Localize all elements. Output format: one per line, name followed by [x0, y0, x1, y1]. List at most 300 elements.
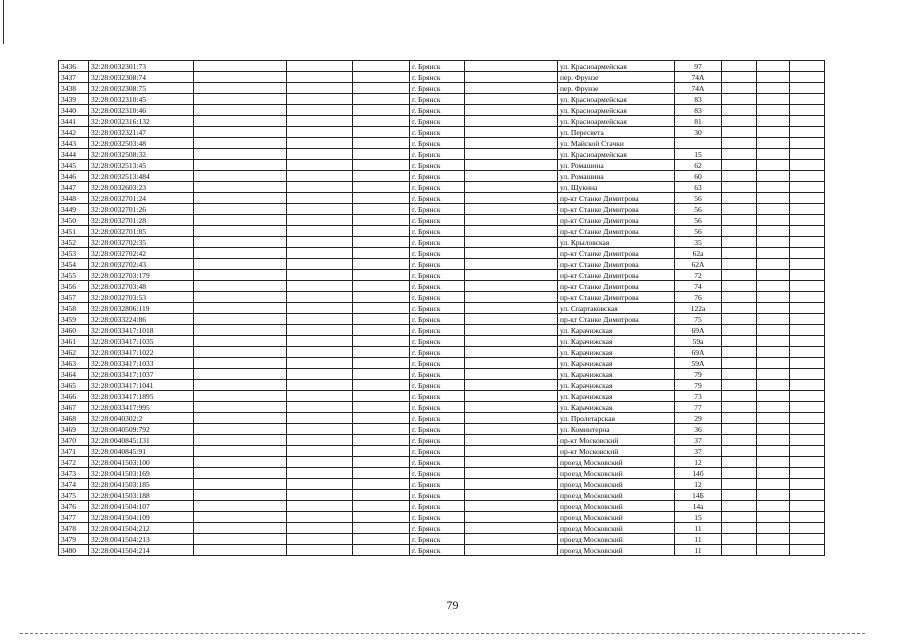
street-cell: пр-кт Московский [558, 435, 675, 446]
empty-cell [790, 182, 825, 193]
house-number-cell: 81 [675, 116, 722, 127]
table-row [59, 501, 825, 512]
street-cell: проезд Московский [558, 490, 675, 501]
row-number-cell: 3476 [59, 501, 89, 512]
table-row [59, 61, 825, 72]
row-number-cell: 3456 [59, 281, 89, 292]
empty-cell [790, 391, 825, 402]
empty-cell [194, 490, 287, 501]
empty-cell [790, 160, 825, 171]
house-number-cell: 12 [675, 479, 722, 490]
empty-cell [722, 204, 757, 215]
empty-cell [465, 215, 558, 226]
empty-cell [465, 72, 558, 83]
empty-cell [757, 160, 790, 171]
empty-cell [722, 259, 757, 270]
empty-cell [722, 424, 757, 435]
row-number-cell: 3479 [59, 534, 89, 545]
empty-cell [194, 413, 287, 424]
empty-cell [722, 61, 757, 72]
empty-cell [287, 149, 353, 160]
street-cell: проезд Московский [558, 468, 675, 479]
empty-cell [465, 171, 558, 182]
empty-cell [353, 457, 410, 468]
empty-cell [790, 424, 825, 435]
table-row [59, 72, 825, 83]
house-number-cell: 14б [675, 468, 722, 479]
cadastral-number-cell: 32:28:0040302:2 [89, 413, 194, 424]
empty-cell [757, 347, 790, 358]
empty-cell [194, 237, 287, 248]
empty-cell [757, 424, 790, 435]
empty-cell [722, 171, 757, 182]
empty-cell [465, 292, 558, 303]
cadastral-number-cell: 32:28:0032703:53 [89, 292, 194, 303]
street-cell: ул. Карачижская [558, 325, 675, 336]
empty-cell [287, 479, 353, 490]
city-cell: г. Брянск [410, 248, 465, 259]
table-row [59, 116, 825, 127]
empty-cell [194, 358, 287, 369]
empty-cell [757, 105, 790, 116]
empty-cell [287, 490, 353, 501]
cadastral-number-cell: 32:28:0033417:1018 [89, 325, 194, 336]
table-row [59, 138, 825, 149]
empty-cell [757, 468, 790, 479]
empty-cell [722, 193, 757, 204]
street-cell: ул. Карачижская [558, 380, 675, 391]
row-number-cell: 3473 [59, 468, 89, 479]
empty-cell [287, 182, 353, 193]
row-number-cell: 3452 [59, 237, 89, 248]
empty-cell [194, 347, 287, 358]
cadastral-number-cell: 32:28:0041504:214 [89, 545, 194, 556]
empty-cell [194, 479, 287, 490]
empty-cell [757, 369, 790, 380]
cadastral-number-cell: 32:28:0032310:45 [89, 94, 194, 105]
empty-cell [353, 325, 410, 336]
cadastral-number-cell: 32:28:0032701:28 [89, 215, 194, 226]
empty-cell [790, 358, 825, 369]
row-number-cell: 3447 [59, 182, 89, 193]
registry-table [58, 60, 825, 556]
cadastral-number-cell: 32:28:0033417:1895 [89, 391, 194, 402]
empty-cell [790, 193, 825, 204]
table-row [59, 226, 825, 237]
table-row [59, 105, 825, 116]
empty-cell [353, 380, 410, 391]
empty-cell [757, 490, 790, 501]
empty-cell [353, 149, 410, 160]
empty-cell [757, 138, 790, 149]
empty-cell [194, 72, 287, 83]
empty-cell [757, 435, 790, 446]
house-number-cell: 83 [675, 94, 722, 105]
empty-cell [287, 83, 353, 94]
table-row [59, 479, 825, 490]
row-number-cell: 3440 [59, 105, 89, 116]
table-row [59, 248, 825, 259]
empty-cell [722, 94, 757, 105]
table-row [59, 435, 825, 446]
street-cell: проезд Московский [558, 523, 675, 534]
city-cell: г. Брянск [410, 303, 465, 314]
empty-cell [194, 435, 287, 446]
empty-cell [194, 248, 287, 259]
registry-table-body [59, 61, 825, 556]
cadastral-number-cell: 32:28:0033417:995 [89, 402, 194, 413]
empty-cell [722, 83, 757, 94]
empty-cell [757, 215, 790, 226]
empty-cell [757, 127, 790, 138]
house-number-cell: 75 [675, 314, 722, 325]
empty-cell [194, 336, 287, 347]
empty-cell [790, 468, 825, 479]
street-cell: ул. Красноармейская [558, 61, 675, 72]
empty-cell [194, 314, 287, 325]
empty-cell [194, 215, 287, 226]
empty-cell [353, 446, 410, 457]
cadastral-number-cell: 32:28:0033417:1033 [89, 358, 194, 369]
cadastral-number-cell: 32:28:0032703:179 [89, 270, 194, 281]
empty-cell [465, 116, 558, 127]
empty-cell [194, 204, 287, 215]
empty-cell [353, 358, 410, 369]
cadastral-number-cell: 32:28:0032301:73 [89, 61, 194, 72]
row-number-cell: 3465 [59, 380, 89, 391]
table-row [59, 160, 825, 171]
empty-cell [790, 215, 825, 226]
street-cell: пр-кт Станке Димитрова [558, 270, 675, 281]
street-cell: проезд Московский [558, 512, 675, 523]
empty-cell [194, 391, 287, 402]
street-cell: ул. Красноармейская [558, 116, 675, 127]
empty-cell [465, 270, 558, 281]
empty-cell [287, 402, 353, 413]
house-number-cell: 36 [675, 424, 722, 435]
house-number-cell: 14Б [675, 490, 722, 501]
empty-cell [194, 292, 287, 303]
table-row [59, 171, 825, 182]
house-number-cell: 76 [675, 292, 722, 303]
street-cell: ул. Пролетарская [558, 413, 675, 424]
cadastral-number-cell: 32:28:0041503:169 [89, 468, 194, 479]
empty-cell [194, 380, 287, 391]
table-row [59, 237, 825, 248]
street-cell: ул. Ромашина [558, 160, 675, 171]
empty-cell [757, 358, 790, 369]
empty-cell [287, 501, 353, 512]
empty-cell [353, 281, 410, 292]
street-cell: ул. Спартаковская [558, 303, 675, 314]
empty-cell [465, 358, 558, 369]
row-number-cell: 3439 [59, 94, 89, 105]
empty-cell [722, 512, 757, 523]
empty-cell [353, 116, 410, 127]
cadastral-number-cell: 32:28:0041503:100 [89, 457, 194, 468]
city-cell: г. Брянск [410, 83, 465, 94]
empty-cell [194, 83, 287, 94]
empty-cell [465, 479, 558, 490]
row-number-cell: 3443 [59, 138, 89, 149]
empty-cell [465, 523, 558, 534]
empty-cell [287, 237, 353, 248]
scan-artifact-line [20, 633, 865, 634]
city-cell: г. Брянск [410, 314, 465, 325]
empty-cell [353, 523, 410, 534]
cadastral-number-cell: 32:28:0041504:213 [89, 534, 194, 545]
empty-cell [757, 237, 790, 248]
house-number-cell: 79 [675, 380, 722, 391]
empty-cell [722, 226, 757, 237]
row-number-cell: 3454 [59, 259, 89, 270]
empty-cell [465, 83, 558, 94]
empty-cell [465, 303, 558, 314]
empty-cell [790, 292, 825, 303]
empty-cell [194, 457, 287, 468]
empty-cell [287, 204, 353, 215]
street-cell: ул. Карачижская [558, 402, 675, 413]
empty-cell [757, 182, 790, 193]
empty-cell [194, 270, 287, 281]
empty-cell [287, 193, 353, 204]
row-number-cell: 3451 [59, 226, 89, 237]
empty-cell [790, 523, 825, 534]
empty-cell [757, 380, 790, 391]
empty-cell [722, 116, 757, 127]
empty-cell [353, 259, 410, 270]
empty-cell [722, 369, 757, 380]
empty-cell [722, 248, 757, 259]
street-cell: ул. Карачижская [558, 391, 675, 402]
empty-cell [465, 61, 558, 72]
street-cell: ул. Карачижская [558, 369, 675, 380]
empty-cell [790, 347, 825, 358]
empty-cell [465, 413, 558, 424]
empty-cell [465, 380, 558, 391]
row-number-cell: 3445 [59, 160, 89, 171]
empty-cell [790, 402, 825, 413]
city-cell: г. Брянск [410, 468, 465, 479]
empty-cell [287, 72, 353, 83]
empty-cell [722, 490, 757, 501]
empty-cell [287, 281, 353, 292]
empty-cell [465, 424, 558, 435]
empty-cell [194, 303, 287, 314]
empty-cell [757, 402, 790, 413]
row-number-cell: 3460 [59, 325, 89, 336]
row-number-cell: 3474 [59, 479, 89, 490]
empty-cell [757, 61, 790, 72]
city-cell: г. Брянск [410, 292, 465, 303]
empty-cell [722, 402, 757, 413]
cadastral-number-cell: 32:28:0033417:1035 [89, 336, 194, 347]
empty-cell [287, 116, 353, 127]
row-number-cell: 3446 [59, 171, 89, 182]
empty-cell [722, 292, 757, 303]
city-cell: г. Брянск [410, 105, 465, 116]
street-cell: ул. Щукина [558, 182, 675, 193]
cadastral-number-cell: 32:28:0032513:45 [89, 160, 194, 171]
empty-cell [722, 358, 757, 369]
empty-cell [790, 380, 825, 391]
table-row [59, 380, 825, 391]
empty-cell [790, 325, 825, 336]
street-cell: ул. Ромашина [558, 171, 675, 182]
empty-cell [194, 138, 287, 149]
empty-cell [757, 94, 790, 105]
table-row [59, 468, 825, 479]
empty-cell [790, 204, 825, 215]
city-cell: г. Брянск [410, 215, 465, 226]
street-cell: пр-кт Станке Димитрова [558, 292, 675, 303]
empty-cell [287, 171, 353, 182]
empty-cell [790, 226, 825, 237]
empty-cell [465, 402, 558, 413]
city-cell: г. Брянск [410, 160, 465, 171]
empty-cell [194, 193, 287, 204]
empty-cell [790, 336, 825, 347]
empty-cell [757, 523, 790, 534]
empty-cell [722, 303, 757, 314]
empty-cell [722, 336, 757, 347]
empty-cell [465, 435, 558, 446]
empty-cell [790, 72, 825, 83]
row-number-cell: 3437 [59, 72, 89, 83]
empty-cell [194, 534, 287, 545]
table-row [59, 215, 825, 226]
cadastral-number-cell: 32:28:0032503:48 [89, 138, 194, 149]
table-row [59, 413, 825, 424]
house-number-cell: 62 [675, 160, 722, 171]
city-cell: г. Брянск [410, 325, 465, 336]
row-number-cell: 3462 [59, 347, 89, 358]
empty-cell [353, 402, 410, 413]
empty-cell [722, 237, 757, 248]
house-number-cell: 69А [675, 347, 722, 358]
empty-cell [722, 314, 757, 325]
row-number-cell: 3471 [59, 446, 89, 457]
house-number-cell: 74 [675, 281, 722, 292]
scan-edge-mark [3, 0, 4, 44]
empty-cell [194, 61, 287, 72]
cadastral-number-cell: 32:28:0032701:85 [89, 226, 194, 237]
empty-cell [757, 72, 790, 83]
empty-cell [287, 446, 353, 457]
empty-cell [353, 72, 410, 83]
empty-cell [353, 61, 410, 72]
empty-cell [465, 138, 558, 149]
row-number-cell: 3468 [59, 413, 89, 424]
city-cell: г. Брянск [410, 226, 465, 237]
empty-cell [194, 105, 287, 116]
empty-cell [722, 391, 757, 402]
empty-cell [465, 534, 558, 545]
city-cell: г. Брянск [410, 61, 465, 72]
house-number-cell: 14а [675, 501, 722, 512]
city-cell: г. Брянск [410, 490, 465, 501]
empty-cell [790, 138, 825, 149]
empty-cell [465, 160, 558, 171]
city-cell: г. Брянск [410, 402, 465, 413]
cadastral-number-cell: 32:28:0032308:74 [89, 72, 194, 83]
empty-cell [790, 457, 825, 468]
empty-cell [465, 127, 558, 138]
city-cell: г. Брянск [410, 138, 465, 149]
empty-cell [465, 237, 558, 248]
cadastral-number-cell: 32:28:0040845:91 [89, 446, 194, 457]
empty-cell [790, 105, 825, 116]
street-cell: ул. Крыловская [558, 237, 675, 248]
city-cell: г. Брянск [410, 182, 465, 193]
city-cell: г. Брянск [410, 413, 465, 424]
cadastral-number-cell: 32:28:0033417:1037 [89, 369, 194, 380]
city-cell: г. Брянск [410, 336, 465, 347]
city-cell: г. Брянск [410, 424, 465, 435]
empty-cell [790, 259, 825, 270]
table-row [59, 193, 825, 204]
house-number-cell: 56 [675, 204, 722, 215]
house-number-cell: 59а [675, 336, 722, 347]
table-row [59, 512, 825, 523]
empty-cell [287, 435, 353, 446]
empty-cell [353, 105, 410, 116]
empty-cell [465, 248, 558, 259]
empty-cell [353, 490, 410, 501]
street-cell: пр-кт Станке Димитрова [558, 281, 675, 292]
table-row [59, 534, 825, 545]
empty-cell [194, 545, 287, 556]
house-number-cell: 63 [675, 182, 722, 193]
empty-cell [353, 303, 410, 314]
empty-cell [194, 226, 287, 237]
city-cell: г. Брянск [410, 446, 465, 457]
empty-cell [790, 369, 825, 380]
empty-cell [353, 215, 410, 226]
empty-cell [353, 160, 410, 171]
street-cell: пер. Фрунзе [558, 83, 675, 94]
empty-cell [465, 369, 558, 380]
street-cell: проезд Московский [558, 501, 675, 512]
house-number-cell: 37 [675, 435, 722, 446]
table-row [59, 457, 825, 468]
house-number-cell: 11 [675, 545, 722, 556]
empty-cell [757, 457, 790, 468]
empty-cell [722, 446, 757, 457]
empty-cell [287, 314, 353, 325]
empty-cell [194, 468, 287, 479]
house-number-cell: 11 [675, 534, 722, 545]
empty-cell [722, 160, 757, 171]
empty-cell [194, 94, 287, 105]
empty-cell [722, 127, 757, 138]
cadastral-number-cell: 32:28:0041503:185 [89, 479, 194, 490]
empty-cell [465, 325, 558, 336]
empty-cell [465, 182, 558, 193]
row-number-cell: 3453 [59, 248, 89, 259]
city-cell: г. Брянск [410, 270, 465, 281]
empty-cell [790, 127, 825, 138]
house-number-cell: 62а [675, 248, 722, 259]
street-cell: пр-кт Станке Димитрова [558, 226, 675, 237]
street-cell: ул. Красноармейская [558, 94, 675, 105]
street-cell: ул. Майской Стачки [558, 138, 675, 149]
house-number-cell: 15 [675, 512, 722, 523]
empty-cell [194, 424, 287, 435]
empty-cell [757, 149, 790, 160]
empty-cell [722, 545, 757, 556]
empty-cell [790, 446, 825, 457]
